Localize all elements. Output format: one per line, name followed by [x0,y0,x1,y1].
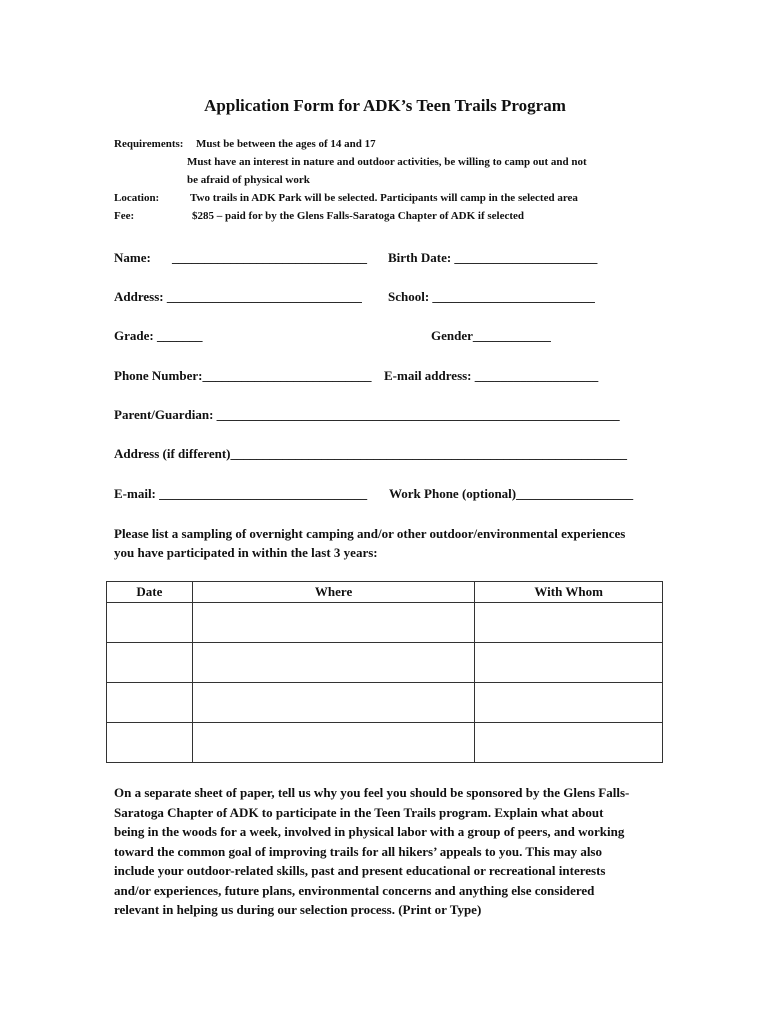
table-row [107,643,663,683]
name-field[interactable]: ______________________________ [172,250,367,265]
header-date: Date [107,582,193,603]
school-field[interactable]: School: _________________________ [388,289,595,304]
table-row [107,603,663,643]
requirements-label: Requirements: [114,138,184,150]
fee-text: $285 – paid for by the Glens Falls-Saratoga Chapter of ADK if selected [192,210,525,222]
experience-table [106,581,663,763]
essay-line7: relevant in helping us during our selection process. (Print or Type) [114,902,482,917]
with-whom-cell[interactable] [475,723,663,763]
essay-line4: toward the common goal of improving trails for all hikers’ appeals to you. This may also [114,844,602,859]
date-cell[interactable] [107,603,193,643]
with-whom-cell[interactable] [475,603,663,643]
essay-line1: On a separate sheet of paper, tell us why you feel you should be sponsored by the Glens Falls- [114,785,630,800]
email-address-field[interactable]: E-mail address: ___________________ [384,368,599,383]
experience-prompt-line2: you have participated in within the last 3 years: [114,545,378,560]
where-cell[interactable] [192,683,474,723]
requirement-interest-cont: be afraid of physical work [187,174,310,186]
table-header-row [107,582,663,603]
table-row [107,683,663,723]
essay-line6: and/or experiences, future plans, environmental concerns and anything else considered [114,883,595,898]
where-cell[interactable] [192,643,474,683]
date-cell[interactable] [107,683,193,723]
name-label: Name: [114,250,151,265]
address-if-different-field[interactable]: Address (if different)_____________________________________________________________ [114,446,628,461]
birth-date-field[interactable]: Birth Date: ______________________ [388,250,598,265]
essay-line3: being in the woods for a week, involved in physical labor with a group of peers, and working [114,824,625,839]
date-cell[interactable] [107,723,193,763]
header-with-whom: With Whom [475,582,663,603]
location-label: Location: [114,192,160,204]
parent-guardian-field[interactable]: Parent/Guardian: ______________________________________________________________ [114,407,620,422]
header-where: Where [192,582,474,603]
table-row [107,723,663,763]
grade-field[interactable]: Grade: _______ [114,328,203,343]
date-cell[interactable] [107,643,193,683]
requirement-age: Must be between the ages of 14 and 17 [196,138,376,150]
where-cell[interactable] [192,723,474,763]
location-text: Two trails in ADK Park will be selected. Participants will camp in the selected area [190,192,578,204]
with-whom-cell[interactable] [475,643,663,683]
form-title: Application Form for ADK’s Teen Trails Program [204,96,566,115]
fee-label: Fee: [114,210,135,222]
phone-number-field[interactable]: Phone Number:__________________________ [114,368,372,383]
with-whom-cell[interactable] [475,683,663,723]
gender-field[interactable]: Gender____________ [431,328,551,343]
where-cell[interactable] [192,603,474,643]
work-phone-field[interactable]: Work Phone (optional)__________________ [389,486,634,501]
requirement-interest: Must have an interest in nature and outdoor activities, be willing to camp out and not [187,156,587,168]
address-field[interactable]: Address: ______________________________ [114,289,362,304]
email-field[interactable]: E-mail: ________________________________ [114,486,368,501]
essay-line5: include your outdoor-related skills, past and present educational or recreational interests [114,863,606,878]
experience-prompt-line1: Please list a sampling of overnight camping and/or other outdoor/environmental experiences [114,526,626,541]
essay-line2: Saratoga Chapter of ADK to participate in the Teen Trails program. Explain what about [114,805,604,820]
